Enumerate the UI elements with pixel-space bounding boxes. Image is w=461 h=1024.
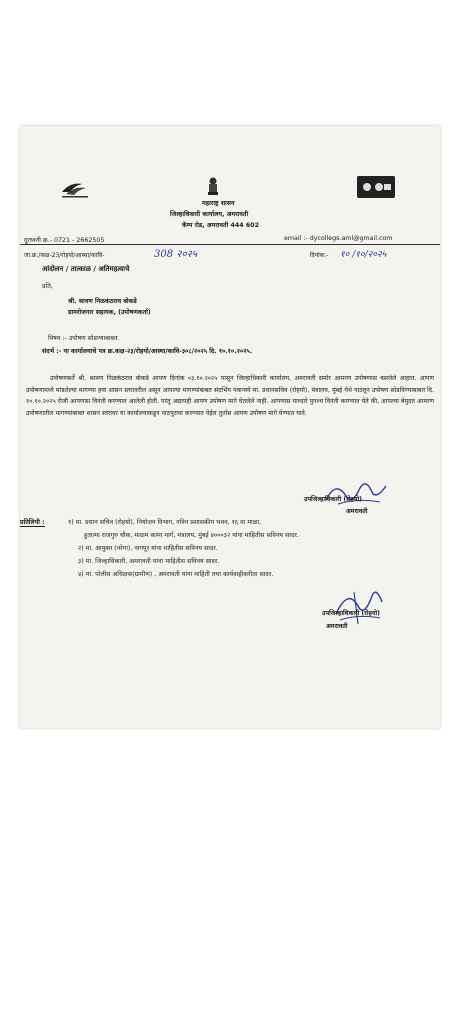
header-phone: दुरध्वनी क्र.- 0721 - 2662505 (24, 237, 105, 244)
signature-2-place: अमरावती (326, 623, 348, 630)
signature-2-title: उपजिल्हाधिकारी (रोहयो) (322, 610, 380, 617)
scheme-logo-icon (357, 176, 395, 198)
date-label: दिनांक:- (310, 252, 329, 259)
date-handwritten: १० /१०/२०२५ (340, 250, 387, 260)
letter-page (20, 126, 440, 728)
body-paragraph: उपोषणकर्ते श्री. श्रावण निळकंठराव बोकडे आपण दिनांक ०३.१०.२०२५ पासून जिल्हाधिकारी कार्यालय, अमरावती समोर आमरण उपोषणास बसलेले आहात. आपण उपोषणामध्ये मांडलेल्या मागण्या हया शासन स्तरावरील असून आपल्या मागण्यांबाबत संदर्भिय पत्रान्वये मा. प्रधानसचिव (रोहयो), मंत्रालय, मुंबई येथे पाठवून उपोषण सोडविण्याबाबत दि. १०.१०.२०२५ रोजी आपणास विनंती करण्यात आलेली होती. परंतु अद्यापही आपण उपोषण मागे घेतलेले नाही. आपणास याव्दारे पुनश्च विनंती करण्यात येते की, आपल्या बेमुदत आमरण उपोषणातील मागण्यांबाबत शासन स्तरावर या कार्यालयाकडून पाठपुरावा करण्यात येईल तुर्तास आपण उपोषण मागे घेण्यात यावे. (26, 375, 434, 417)
reference-line: संदर्भ :- या कार्यालयाचे पत्र क्र.कक्ष-२३/रोहयो/आस्था/कावि-३०८/२०२५ दि. १०.१०.२०२५. (42, 348, 253, 355)
recipient-name: श्री. श्रावण निळकंठराव बोकडे (68, 298, 137, 305)
copies-label: प्रतिलिपी : (20, 519, 45, 526)
header-email: email :- dycollegs.aml@gmail.com (284, 235, 393, 242)
copies-item: १) मा. प्रधान सचिव (रोहयो), नियोजन विभाग, नविन प्रशासकीय भवन, १६ वा माळा, (68, 519, 262, 526)
recipient-designation: ग्रामरोजगार सहायक, (उपोषणकर्ता) (68, 309, 151, 316)
copies-item: हुतात्मा राजगुरु चौक, मादाम कामा मार्ग, मंत्रालय, मुंबई ४०००३२ यांना माहितीस सविनय सादर. (84, 532, 299, 539)
header-office: जिल्हाधिकारी कार्यालय, अमरावती (170, 211, 249, 218)
copies-item: ४) मा. पोलीस अधिक्षक(ग्रामीण) , अमरावती यांना माहिती तथा कार्यवाहीकरीता सादर. (78, 571, 274, 578)
header-divider (20, 244, 440, 245)
header-address: कॅम्प रोड, अमरावती 444 602 (182, 222, 259, 229)
reference-number: जा.क्र./कक्ष-23/रोहयो/आस्था/कावि- (24, 252, 105, 259)
reference-number-handwritten: 308 २०२५ (154, 249, 198, 260)
department-logo-icon (58, 178, 92, 200)
subject-line: विषय :- उपोषण सोडण्याबाबत. (48, 335, 120, 342)
header-state: महाराष्ट्र शासन (202, 200, 235, 207)
copies-item: ३) मा. जिल्हाधिकारी, अमरावती यांना माहितीस सविनय सादर. (78, 558, 220, 565)
to-prefix: प्रति, (42, 283, 53, 290)
state-emblem-icon (206, 176, 220, 198)
signature-1-place: अमरावती (346, 508, 368, 515)
urgency-tag: आंदोलन / तात्काळ / अतिमहत्वाचे (42, 265, 130, 273)
copies-item: २) मा. आयुक्त (नरेगा), नागपूर यांना माहितीस सविनय सादर. (78, 545, 218, 552)
signature-1-title: उपजिल्हाधिकारी (रोहयो) (304, 496, 362, 503)
